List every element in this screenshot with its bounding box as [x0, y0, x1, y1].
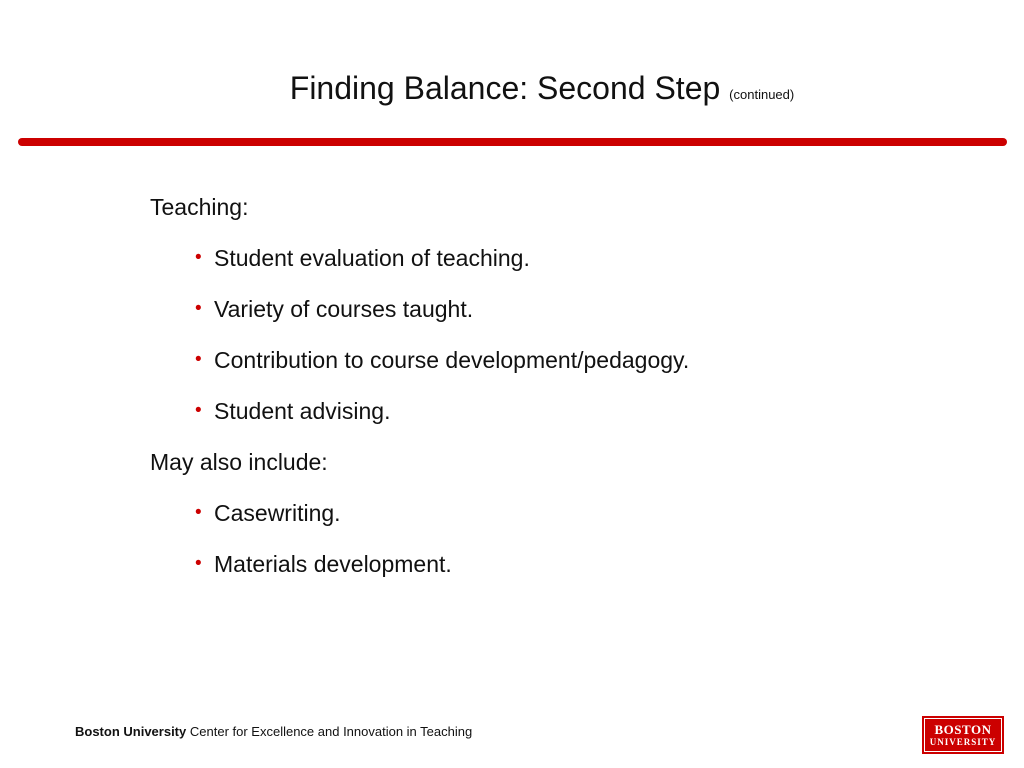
bullet-icon: •: [195, 400, 202, 421]
section-heading-teaching: Teaching:: [150, 194, 249, 220]
logo-line-2: UNIVERSITY: [929, 736, 997, 747]
footer-organization: Boston University: [75, 724, 187, 739]
list-item-text: Contribution to course development/pedagogy.: [214, 347, 690, 373]
list-item: [150, 496, 970, 530]
list-item: [150, 241, 970, 275]
list-item-text: Materials development.: [214, 551, 452, 577]
list-item-text: Student advising.: [214, 398, 391, 424]
bullet-icon: •: [195, 553, 202, 574]
list-item: [150, 394, 970, 428]
list-item-text: Casewriting.: [214, 500, 341, 526]
list-item: [150, 292, 970, 326]
bullet-icon: •: [195, 298, 202, 319]
slide-title-text: Finding Balance: Second Step: [289, 70, 721, 106]
list-item-text: Variety of courses taught.: [214, 296, 474, 322]
bullet-list-teaching: [150, 241, 970, 428]
list-item-text: Student evaluation of teaching.: [214, 245, 530, 271]
footer: [75, 723, 472, 741]
list-item: [150, 343, 970, 377]
logo-line-1: BOSTON: [934, 721, 992, 737]
bullet-icon: •: [195, 247, 202, 268]
section-heading-may-also-include: May also include:: [150, 449, 328, 475]
slide-title: [0, 66, 1024, 117]
footer-department: Center for Excellence and Innovation in Teaching: [189, 724, 473, 739]
title-divider: [18, 138, 1007, 146]
slide-content: [150, 190, 970, 581]
boston-university-logo: [922, 716, 1004, 754]
list-item: [150, 547, 970, 581]
bullet-list-may-also-include: [150, 496, 970, 581]
logo-frame: [924, 718, 1002, 752]
bullet-icon: •: [195, 349, 202, 370]
slide-subtitle: (continued): [729, 87, 795, 102]
bullet-icon: •: [195, 502, 202, 523]
